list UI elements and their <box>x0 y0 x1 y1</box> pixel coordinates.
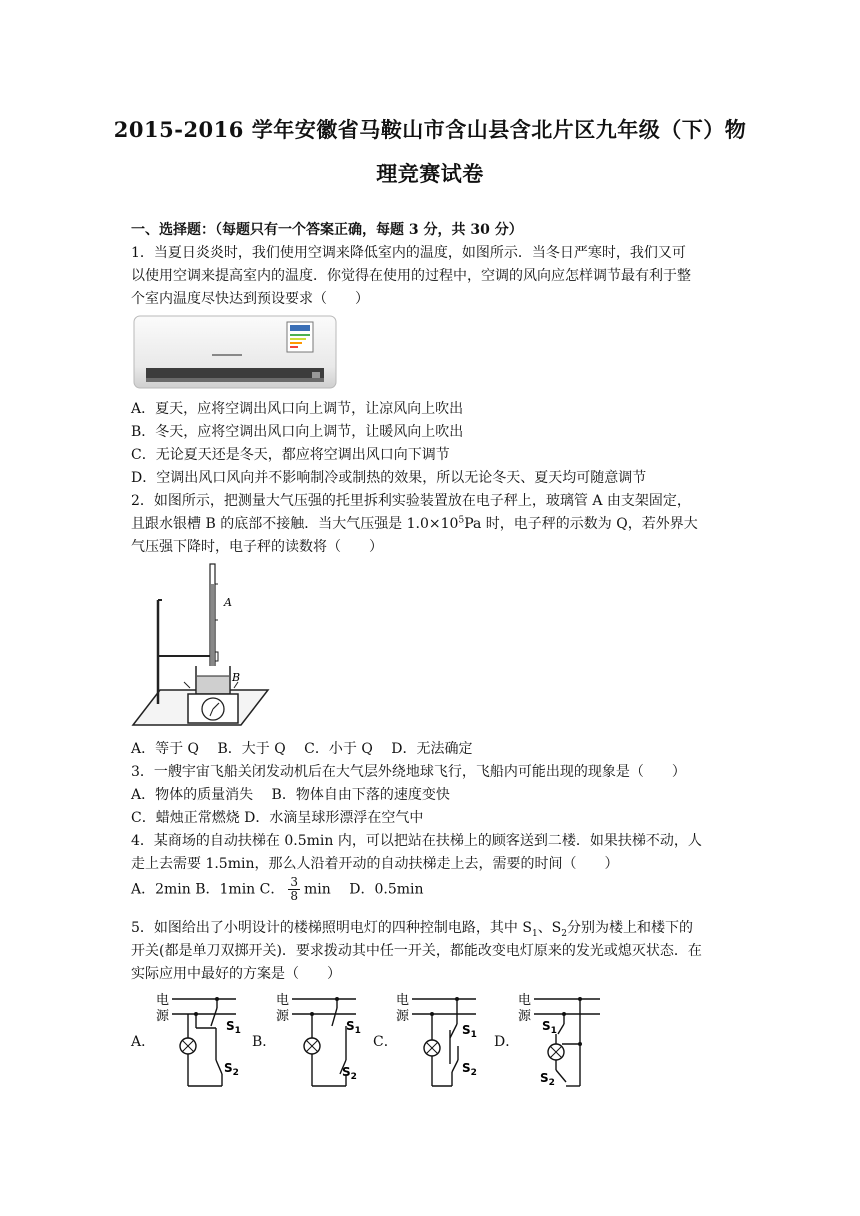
exam-title-line2: 理竞赛试卷 <box>376 161 484 186</box>
q1-option-b: B．冬天，应将空调出风口向上调节，让暖风向上吹出 <box>131 424 464 440</box>
switch-letter: S <box>224 1061 233 1075</box>
q5-stem1-head: 5．如图给出了小明设计的楼梯照明电灯的四种控制电路，其中 S <box>131 920 532 936</box>
circuit-label-c: C． <box>373 1034 398 1050</box>
q4-stem-line1: 4．某商场的自动扶梯在 0.5min 内，可以把站在扶梯上的顾客送到二楼．如果扶梯不动，人 <box>131 833 702 849</box>
circuit-label-d: D． <box>494 1034 520 1050</box>
q2-options: A．等于 Q B．大于 Q C．小于 Q D．无法确定 <box>131 741 473 757</box>
q4-options-suffix: min D．0.5min <box>304 881 424 898</box>
section-heading: 一、选择题：（每题只有一个答案正确，每题 3 分，共 30 分） <box>131 222 523 238</box>
q4-options-prefix: A．2min B．1min C． <box>131 881 285 898</box>
fraction-three-eighths <box>288 876 300 903</box>
circuit-diagram-c <box>396 990 486 1090</box>
q5-stem-line1 <box>131 917 693 937</box>
source-label-d1: 电 <box>518 993 532 1008</box>
switch-s1-a <box>226 1019 241 1036</box>
q4-options <box>131 876 424 903</box>
q5-stem-line2: 开关(都是单刀双掷开关)．要求拨动其中任一开关，都能改变电灯原来的发光或熄灭状态．在 <box>131 943 702 959</box>
switch-letter: S <box>346 1019 355 1033</box>
q4-stem-line2: 走上去需要 1.5min，那么人沿着开动的自动扶梯走上去，需要的时间（ ） <box>131 856 619 872</box>
source-label-d2: 源 <box>518 1009 532 1024</box>
q2-exponent: 5 <box>458 515 465 526</box>
fraction-numerator: 3 <box>290 875 299 889</box>
switch-s2-d <box>540 1071 555 1088</box>
switch-letter: S <box>462 1061 471 1075</box>
q1-option-c: C．无论夏天还是冬天，都应将空调出风口向下调节 <box>131 447 450 463</box>
label-a: A <box>224 596 232 609</box>
q2-stem-line3: 气压强下降时，电子秤的读数将（ ） <box>131 539 383 555</box>
switch-sub: 2 <box>470 1068 477 1078</box>
switch-sub: 1 <box>354 1026 361 1036</box>
q5-stem1-tail: 分别为楼上和楼下的 <box>567 920 694 936</box>
fraction-denominator: 8 <box>290 889 299 903</box>
switch-s2-b <box>342 1065 357 1082</box>
torricelli-apparatus-figure <box>130 560 270 732</box>
q3-stem: 3．一艘宇宙飞船关闭发动机后在大气层外绕地球飞行，飞船内可能出现的现象是（ ） <box>131 764 686 780</box>
switch-s1-c <box>462 1023 477 1040</box>
q1-stem-line3: 个室内温度尽快达到预设要求（ ） <box>131 291 369 307</box>
q5-stem-line3: 实际应用中最好的方案是（ ） <box>131 966 341 982</box>
s2-sub: 2 <box>561 928 568 939</box>
switch-s1-b <box>346 1019 361 1036</box>
circuit-label-a: A． <box>131 1034 156 1050</box>
q2-stem-line2-tail: Pa 时，电子秤的示数为 Q，若外界大 <box>464 516 698 532</box>
switch-sub: 1 <box>550 1026 557 1036</box>
source-label-b1: 电 <box>276 993 290 1008</box>
switch-s1-d <box>542 1019 557 1036</box>
air-conditioner-figure <box>132 312 340 394</box>
switch-letter: S <box>226 1019 235 1033</box>
s1-sub: 1 <box>531 928 538 939</box>
source-label-c1: 电 <box>396 993 410 1008</box>
circuit-diagram-a <box>156 990 246 1090</box>
switch-sub: 2 <box>350 1072 357 1082</box>
switch-sub: 1 <box>470 1030 477 1040</box>
switch-s2-c <box>462 1061 477 1078</box>
q2-stem-line2-head: 且跟水银槽 B 的底部不接触．当大气压强是 1.0×10 <box>131 516 459 532</box>
source-label-b2: 源 <box>276 1009 290 1024</box>
circuit-diagram-b <box>276 990 366 1090</box>
circuit-label-b: B． <box>252 1034 277 1050</box>
switch-s2-a <box>224 1061 239 1078</box>
q1-option-d: D．空调出风口风向并不影响制冷或制热的效果，所以无论冬天、夏天均可随意调节 <box>131 470 647 486</box>
q1-option-a: A．夏天，应将空调出风口向上调节，让凉风向上吹出 <box>131 401 464 417</box>
label-b: B <box>232 671 241 684</box>
switch-sub: 1 <box>234 1026 241 1036</box>
switch-letter: S <box>540 1071 549 1085</box>
q1-stem-line2: 以使用空调来提高室内的温度．你觉得在使用的过程中，空调的风向应怎样调节最有利于整 <box>131 268 691 284</box>
source-label-a2: 源 <box>156 1009 170 1024</box>
q3-options-row1: A．物体的质量消失 B．物体自由下落的速度变快 <box>131 787 450 803</box>
switch-letter: S <box>462 1023 471 1037</box>
q1-stem-line1: 1．当夏日炎炎时，我们使用空调来降低室内的温度，如图所示．当冬日严寒时，我们又可 <box>131 245 686 261</box>
q2-stem-line1: 2．如图所示，把测量大气压强的托里拆利实验装置放在电子秤上，玻璃管 A 由支架固定， <box>131 493 691 509</box>
q5-stem1-mid: 、S <box>537 920 562 936</box>
source-label-c2: 源 <box>396 1009 410 1024</box>
circuit-diagram-d <box>518 990 608 1090</box>
q2-stem-line2 <box>131 513 698 533</box>
q3-options-row2: C．蜡烛正常燃烧 D．水滴呈球形漂浮在空气中 <box>131 810 424 826</box>
switch-sub: 2 <box>232 1068 239 1078</box>
source-label-a1: 电 <box>156 993 170 1008</box>
switch-letter: S <box>342 1065 351 1079</box>
exam-title-line1: 2015-2016 学年安徽省马鞍山市含山县含北片区九年级（下）物 <box>113 117 747 142</box>
switch-letter: S <box>542 1019 551 1033</box>
switch-sub: 2 <box>548 1078 555 1088</box>
